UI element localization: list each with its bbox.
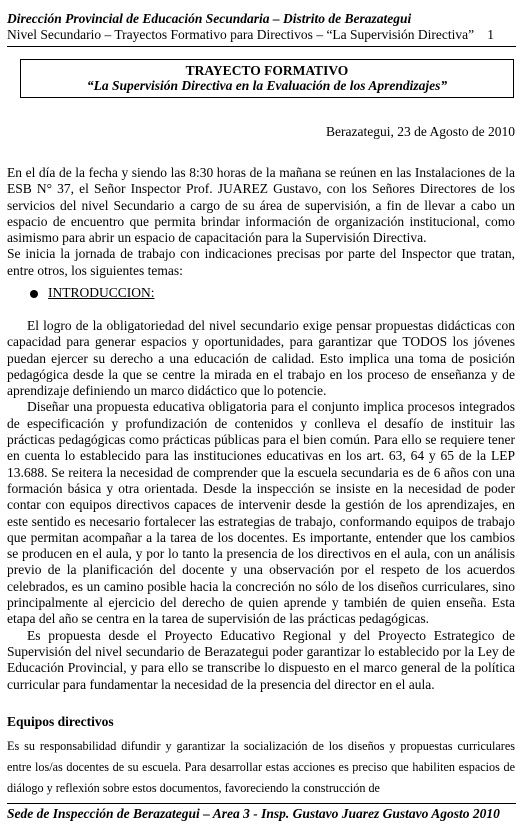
header-rule [7, 46, 516, 47]
document-date: Berazategui, 23 de Agosto de 2010 [326, 124, 515, 139]
intro-paragraph: Se inicia la jornada de trabajo con indicaciones precisas por parte del Inspector que tratan, entre otros, los siguientes temas: [7, 246, 515, 278]
header-course: Nivel Secundario – Trayectos Formativo para Directivos – “La Supervisión Directiva” [7, 27, 475, 42]
page-number: 1 [487, 27, 494, 42]
document-subtitle: “La Supervisión Directiva en la Evaluación de los Aprendizajes” [86, 78, 448, 93]
introduccion-body [7, 318, 515, 693]
header-institution: Dirección Provincial de Educación Secundaria – Distrito de Berazategui [7, 11, 412, 26]
header-subtitle [7, 27, 494, 43]
intro-section [7, 165, 515, 279]
intro-paragraph: En el día de la fecha y siendo las 8:30 horas de la mañana se reúnen en las Instalaciones de la ESB N° 37, el Señor Inspector Prof. JUAREZ Gustavo, con los Señores Directores de los servicios del nivel Secundario a cargo de su área de supervisión, a fin de llevar a cabo un espacio de encuentro que permita brindar información de organización institucional, como asimismo para abrir un espacio de capacitación para la Supervisión Directiva. [7, 165, 515, 246]
equipos-heading: Equipos directivos [7, 714, 114, 729]
body-paragraph: Es propuesta desde el Proyecto Educativo Regional y del Proyecto Estrategico de Supervisión del nivel secundario de Berazategui poder garantizar lo establecido por la Ley de Educación Provincial, y para ello se transcribe lo dispuesto en el marco general de la política curricular para fundamentar la necesidad de la presencia del director en el aula. [7, 627, 515, 692]
body-paragraph: El logro de la obligatoriedad del nivel secundario exige pensar propuestas didácticas con capacidad para generar espacios y oportunidades, para garantizar que TODOS los jóvenes puedan ejercer su derecho a una educación de calidad. Esto implica una toma de posición pedagógica desde la que se centre la mirada en el trabajo en los proceso de enseñanza y de aprendizaje definiendo un marco didáctico que lo potencie. [7, 318, 515, 399]
bullet-icon [30, 290, 38, 298]
section-heading-introduccion [30, 285, 155, 301]
body-paragraph: Diseñar una propuesta educativa obligatoria para el conjunto implica procesos integrados de especificación y profundización de contenidos y conlleva el desafío de instituir las prácticas pedagógicas como prácticas públicas para el bien común. Para ello se requiere tener en cuenta lo establecido para las instituciones educativas en los art. 63, 64 y 65 de la LEP 13.688. Se reitera la necesidad de comprender que la escuela secundaria es de 6 años con una formación básica y otra orientada. Desde la inspección se insiste en la necesidad de poder contar con equipos directivos capaces de intervenir desde la gestión de los aprendizajes, en este sentido es necesario fortalecer las estrategias de trabajo, conformando equipos de trabajo que permitan acompañar a la tarea de los docentes. Es importante, entender que los cambios se producen en el aula, y por lo tanto la presencia de los directivos en el aula, con un análisis previo de la planificación del docente y una observación por el respeto de los acuerdos celebrados, es un camino posible hacia la concreción no sólo de los diseños curriculares, sino principalmente al ejercicio del derecho de quien aprende y también de quien enseña. Esta etapa del año se centra en la tarea de supervisión de las prácticas pedagógicas. [7, 399, 515, 627]
equipos-paragraph: Es su responsabilidad difundir y garantizar la socialización de los diseños y propuestas curriculares entre los/as docentes de su escuela. Para desarrollar estas acciones es preciso que habiliten espacios de diálogo y reflexión sobre estos documentos, favoreciendo la construcción de [7, 739, 515, 795]
footer-rule [7, 803, 516, 804]
document-title: TRAYECTO FORMATIVO [185, 63, 349, 78]
title-box [20, 59, 514, 98]
footer-text: Sede de Inspección de Berazategui – Area 3 - Insp. Gustavo Juarez Gustavo Agosto 2010 [7, 806, 500, 821]
section-heading-text: INTRODUCCION: [48, 285, 155, 300]
